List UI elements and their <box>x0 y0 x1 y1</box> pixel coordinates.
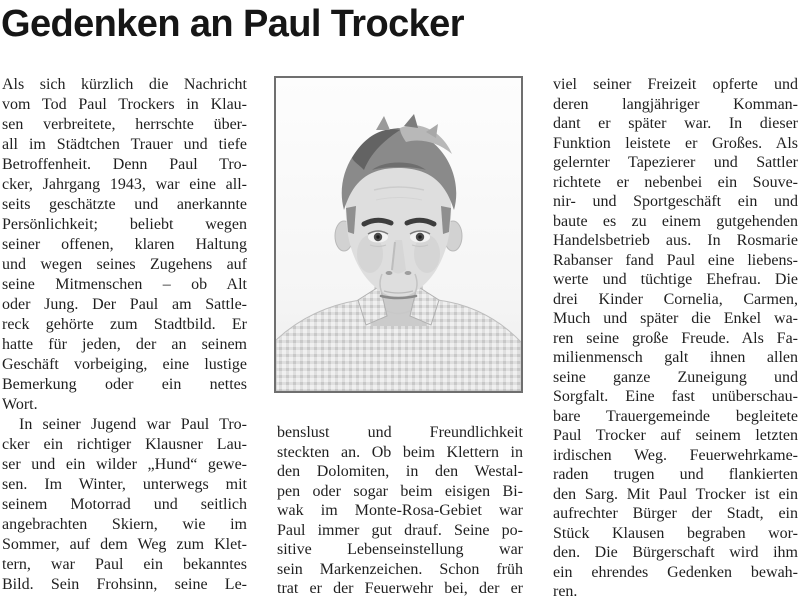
text-line: Persönlichkeit; beliebt wegen <box>2 216 247 233</box>
text-line: Bemerkung oder ein nettes <box>2 376 247 393</box>
text-line: benslust und Freundlichkeit <box>277 424 523 441</box>
text-line: richtete er nebenbei ein Souve- <box>553 173 798 191</box>
text-line: Stück Klausen begraben wor- <box>553 524 798 542</box>
text-line: all im Städtchen Trauer und tiefe <box>2 136 247 153</box>
text-line: Geschäft vorbeiging, eine lustige <box>2 356 247 373</box>
text-line: Sorgfalt. Eine fast unüberschau- <box>553 388 798 405</box>
text-line: Sommer, auf dem Weg zum Klet- <box>2 536 247 553</box>
text-line: angebrachten Skiern, wie im <box>2 516 247 533</box>
text-line: pen oder sogar beim eisigen Bi- <box>277 482 523 500</box>
text-line: Betroffenheit. Denn Paul Tro- <box>2 156 247 173</box>
text-line: seine Mitmenschen – ob Alt <box>2 276 247 293</box>
article-column-right <box>553 75 798 602</box>
text-line: trat er der Feuerwehr bei, der er <box>277 580 523 597</box>
text-line: Much und später die Enkel wa- <box>553 310 798 327</box>
text-line: und wegen seines Zugehens auf <box>2 256 247 273</box>
text-line: drei Kinder Cornelia, Carmen, <box>553 290 798 308</box>
left-pupil <box>376 235 379 238</box>
text-line: steckten an. Ob beim Klettern in <box>277 443 523 461</box>
text-line: seine ganze Zuneigung und <box>553 368 798 386</box>
left-nostril <box>386 271 393 275</box>
text-line: dant er später war. In dieser <box>553 115 798 132</box>
text-line: cker ein richtiger Klausner Lau- <box>2 436 247 453</box>
text-line: Bild. Sein Frohsinn, seine Le- <box>2 576 247 593</box>
text-line: ren. <box>553 583 578 600</box>
text-line: sen. Im Winter, unterwegs mit <box>2 476 247 493</box>
text-line: Wort. <box>2 396 38 413</box>
text-line: sen verbreitete, herrschte über- <box>2 116 247 133</box>
text-line: baute es zu einem gutgehenden <box>553 212 798 230</box>
text-line: raden trugen und flankierten <box>553 466 798 483</box>
article-column-middle-text <box>277 423 523 599</box>
text-line: milienmensch galt ihnen allen <box>553 349 798 366</box>
text-line: Als sich kürzlich die Nachricht <box>2 76 247 93</box>
article-column-middle <box>274 76 523 599</box>
text-line: den. Die Bürgerschaft wird ihm <box>553 544 798 561</box>
right-nostril <box>405 271 412 275</box>
portrait-photo-illustration <box>276 78 521 391</box>
text-line: Funktion leistete er Großes. Als <box>553 134 798 152</box>
text-line: viel seiner Freizeit opferte und <box>553 76 798 93</box>
text-line: wak im Monte-Rosa-Gebiet war <box>277 502 523 519</box>
text-line: bare Trauergemeinde begleitete <box>553 407 798 425</box>
text-line: irdischen Weg. Feuerwehrkame- <box>553 446 798 464</box>
article-headline: Gedenken an Paul Trocker <box>1 3 464 45</box>
text-line: Paul immer gut drauf. Seine po- <box>277 521 523 539</box>
text-line: Handelsbetrieb aus. In Rosmarie <box>553 232 798 249</box>
text-line: In seiner Jugend war Paul Tro- <box>19 416 247 433</box>
text-line: Rabanser fand Paul eine liebens- <box>553 251 798 269</box>
text-line: hatte für jeden, der an seinem <box>2 336 247 353</box>
text-line: aufrechter Bürger der Stadt, ein <box>553 505 798 522</box>
text-line: den Dolomiten, in den Westal- <box>277 463 523 480</box>
text-line: sein Markenzeichen. Schon früh <box>277 560 523 578</box>
text-line: ren seine große Freude. Als Fa- <box>553 329 798 347</box>
text-line: vom Tod Paul Trockers in Klau- <box>2 96 247 113</box>
text-line: ser und ein wilder „Hund“ gewe- <box>2 456 247 473</box>
text-line: reck gehörte zum Stadtbild. Er <box>2 316 247 333</box>
right-pupil <box>418 235 421 238</box>
text-line: den Sarg. Mit Paul Trocker ist ein <box>553 485 798 503</box>
text-line: werte und tüchtige Ehefrau. Die <box>553 271 798 288</box>
text-line: cker, Jahrgang 1943, war eine all- <box>2 176 247 193</box>
text-line: gelernter Tapezierer und Sattler <box>553 154 798 171</box>
text-line: deren langjähriger Komman- <box>553 95 798 113</box>
text-line: ein ehrendes Gedenken bewah- <box>553 563 798 581</box>
text-line: seits geschätzte und anerkannte <box>2 196 247 213</box>
portrait-photo <box>274 76 523 393</box>
text-line: tern, war Paul ein bekanntes <box>2 556 247 573</box>
text-line: Paul Trocker auf seinem letzten <box>553 427 798 444</box>
text-line: sitive Lebenseinstellung war <box>277 541 523 558</box>
article-column-left <box>2 75 247 595</box>
text-line: seiner offenen, klaren Haltung <box>2 236 247 253</box>
text-line: oder Jung. Der Paul am Sattle- <box>2 296 247 313</box>
text-line: nir- und Sportgeschäft ein und <box>553 193 798 210</box>
text-line: seinem Motorrad und seitlich <box>2 496 247 513</box>
